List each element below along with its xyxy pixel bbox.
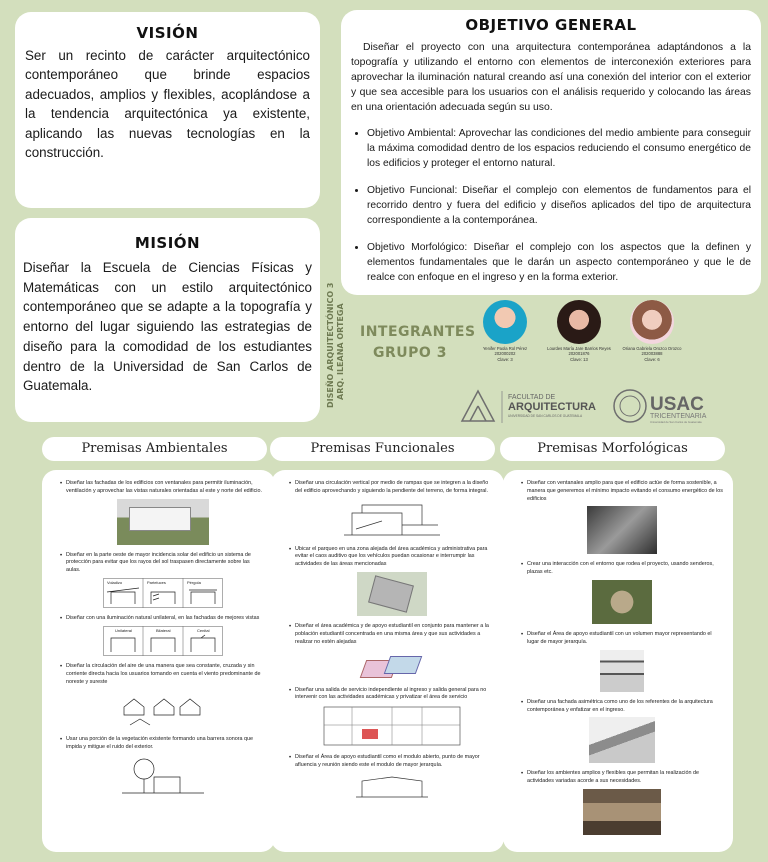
objetivo-morfologico: • Objetivo Morfológico: Diseñar el complejo con los aspectos que la definen y elementos fundamentales que le darán un aspecto contemporáneo y que le de realce con enfoque en el ingreso y en la forma exterior. xyxy=(367,241,751,286)
objetivo-ambiental: • Objetivo Ambiental: Aprovechar las condiciones del medio ambiente para conseguir la máxima comodidad dentro de los espacios reduciendo el consumo energético de los edificios y proteger el entorno natural. xyxy=(367,127,751,172)
list-item: • Diseñar la circulación del aire de una manera que sea constante, cruzada y sin corriente directa hacia los usuarios tomando en cuenta el viento predominante de noreste y sureste xyxy=(60,663,265,686)
mision-title: MISIÓN xyxy=(134,234,201,252)
member-name: Oriana Gabriela Orozco Orozco xyxy=(622,346,682,351)
vegetation-sketch-image xyxy=(120,755,206,797)
member-clave: Clave: 6 xyxy=(644,356,660,362)
zoning-diagram-image xyxy=(357,650,427,680)
faculty-line3: UNIVERSIDAD DE SAN CARLOS DE GUATEMALA xyxy=(508,414,583,418)
plaza-render-image xyxy=(592,580,652,624)
list-item: • Diseñar las fachadas de los edificios con ventanales para permitir iluminación, ventilación y aprovechar las vistas naturales orientadas al este y norte del edificio. xyxy=(60,480,265,496)
sun-protection-diagram xyxy=(103,578,223,608)
lighting-diagram xyxy=(103,626,223,656)
list-item: • Diseñar en la parte oeste de mayor incidencia solar del edificio un sistema de protección para evitar que los rayos del sol traspasen directamente sobre las aulas. xyxy=(60,552,265,575)
site-plan-image xyxy=(357,572,427,616)
team-title-line2: GRUPO 3 xyxy=(373,345,447,361)
glass-facade-image xyxy=(587,506,657,554)
list-item: • Ubicar el parqueo en una zona alejada del área académica y administrativa para evitar el caos auditivo que los vehículos puedan ocasionar e interrumpir las actividades de las áreas mencionadas xyxy=(289,546,494,569)
usac-tricentenaria: TRICENTENARIA xyxy=(650,413,707,420)
ventilation-diagram xyxy=(120,689,206,729)
team-title xyxy=(360,322,476,364)
diagram-label: Unilateral xyxy=(114,627,132,633)
module-sketch-image xyxy=(352,773,432,801)
objetivo-list xyxy=(351,127,751,285)
list-item: • Diseñar el área académica y de apoyo estudiantil en conjunto para mantener a la población estudiantil concentrada en una misma área y que sus actividades a realizar no estén alejadas xyxy=(289,623,494,646)
floor-plan-image xyxy=(322,705,462,747)
tab-premisas-morfologicas: Premisas Morfológicas xyxy=(500,437,725,461)
tab-premisas-funcionales: Premisas Funcionales xyxy=(270,437,495,461)
objetivo-intro: Diseñar el proyecto con una arquitectura contemporánea adaptándonos a la topografía y utilizando el entorno con elementos de interconexión exteriores para aprovechar la iluminación natural creando así una conexión del interior con el exterior y que sea accesible para los usuarios con el análisis requerido y colocando las áreas en una orientación adecuada según su uso. xyxy=(351,42,751,114)
usac-name: USAC xyxy=(650,394,704,415)
faculty-line1: FACULTAD DE xyxy=(508,394,556,401)
asymmetric-facade-image xyxy=(589,717,655,763)
diagram-label: Pérgola xyxy=(186,580,201,586)
list-item: • Diseñar el Área de apoyo estudiantil con un volumen mayor representando el lugar de mayor jerarquía. xyxy=(521,631,723,647)
member-id: 202000202 xyxy=(494,351,516,357)
tab-premisas-ambientales: Premisas Ambientales xyxy=(42,437,267,461)
list-item: • Diseñar el Área de apoyo estudiantil como el modulo abierto, punto de mayor afluencia y reunión siendo este el modulo de mayor jerarquía. xyxy=(289,754,494,770)
panel-morfologicas xyxy=(503,470,733,852)
member-clave: Clave: 3 xyxy=(497,356,513,362)
team-title-line1: INTEGRANTES xyxy=(360,324,476,340)
mision-text: Diseñar la Escuela de Ciencias Físicas y Matemáticas con un estilo arquitectónico contemporáneo que se adapte a la topografía y entorno del lugar siguiendo las estrategias de diseño para la comodidad de los estudiantes dentro de la Universidad de San Carlos de Guatemala. xyxy=(23,260,312,394)
list-item: • Diseñar una circulación vertical por medio de rampas que se integren a la diseño del edificio aprovechando y siguiendo la pendiente del terreno, de forma integral. xyxy=(289,480,494,496)
vision-text: Ser un recinto de carácter arquitectónico contemporáneo que brinde espacios adecuados, amplios y flexibles, acoplándose a la tendencia arquitectónica ya existente, aplicando las nuevas tecnologías en la construcción. xyxy=(25,48,310,161)
member-card xyxy=(544,300,614,362)
list-item: • Diseñar con una iluminación natural unilateral, en las fachadas de mejores vistas xyxy=(60,615,265,623)
objetivo-funcional: • Objetivo Funcional: Diseñar el complejo con elementos de fundamentos para el recorrido dentro y fuera del edificio y diseños aplicados del tipo de arquitectura correspondiente a la contemporánea. xyxy=(367,184,751,229)
diagram-label: Bilateral xyxy=(155,627,170,633)
member-name: Lourdes María Jare Barrios Reyes xyxy=(547,346,611,351)
interior-space-image xyxy=(583,789,661,835)
volume-render-image xyxy=(600,650,644,692)
course-teacher: ARQ. ILEANA ORTEGA xyxy=(336,303,345,400)
member-id: 202001876 xyxy=(568,351,590,357)
logos xyxy=(458,385,758,427)
vision-title: VISIÓN xyxy=(136,24,199,42)
vision-card xyxy=(15,12,320,208)
faculty-line2: ARQUITECTURA xyxy=(508,401,596,413)
mision-card xyxy=(15,218,320,422)
list-item: • Usar una porción de la vegetación existente formando una barrera sonora que impida y mitigue el ruido del exterior. xyxy=(60,736,265,752)
diagram-label: Voladizo xyxy=(106,580,122,586)
panel-ambientales xyxy=(42,470,275,852)
list-item: • Diseñar una fachada asimétrica como uno de los referentes de la arquitectura contemporánea y enfatizar en el ingreso. xyxy=(521,699,723,715)
objetivo-title: OBJETIVO GENERAL xyxy=(465,16,637,34)
panel-funcionales xyxy=(271,470,504,852)
faculty-logo-icon xyxy=(458,385,758,427)
member-clave: Clave: 13 xyxy=(570,356,588,362)
member-name: Yenifer Paola Rol Pérez xyxy=(482,346,528,351)
member-card xyxy=(470,300,540,362)
course-name: DISEÑO ARQUITECTÓNICO 3 xyxy=(326,282,335,408)
diagram-label: Cenital xyxy=(196,627,209,633)
ramp-section-image xyxy=(342,499,442,539)
diagram-label: Parteluces xyxy=(146,580,166,586)
objetivo-card xyxy=(341,10,761,295)
building-render-image xyxy=(117,499,209,545)
avatar xyxy=(630,300,674,344)
member-id: 202003888 xyxy=(641,351,663,357)
avatar xyxy=(483,300,527,344)
usac-seal-icon xyxy=(614,390,646,422)
usac-subtitle: Universidad de San Carlos de Guatemala xyxy=(650,420,702,424)
list-item: • Diseñar los ambientes amplios y flexibles que permitan la realización de actividades variadas acorde a sus necesidades. xyxy=(521,770,723,786)
course-label xyxy=(324,282,346,410)
list-item: • Diseñar una salida de servicio independiente al ingreso y salida general para no intervenir con las actividades académicas y privatizar el área de servicio xyxy=(289,687,494,703)
list-item: • Crear una interacción con el entorno que rodea el proyecto, usando senderos, plazas etc. xyxy=(521,561,723,577)
list-item: • Diseñar con ventanales amplio para que el edificio actúe de forma sostenible, a manera que generemos el mínimo impacto evitando el consumo energético de los edificios xyxy=(521,480,723,503)
avatar xyxy=(557,300,601,344)
member-card xyxy=(617,300,687,362)
